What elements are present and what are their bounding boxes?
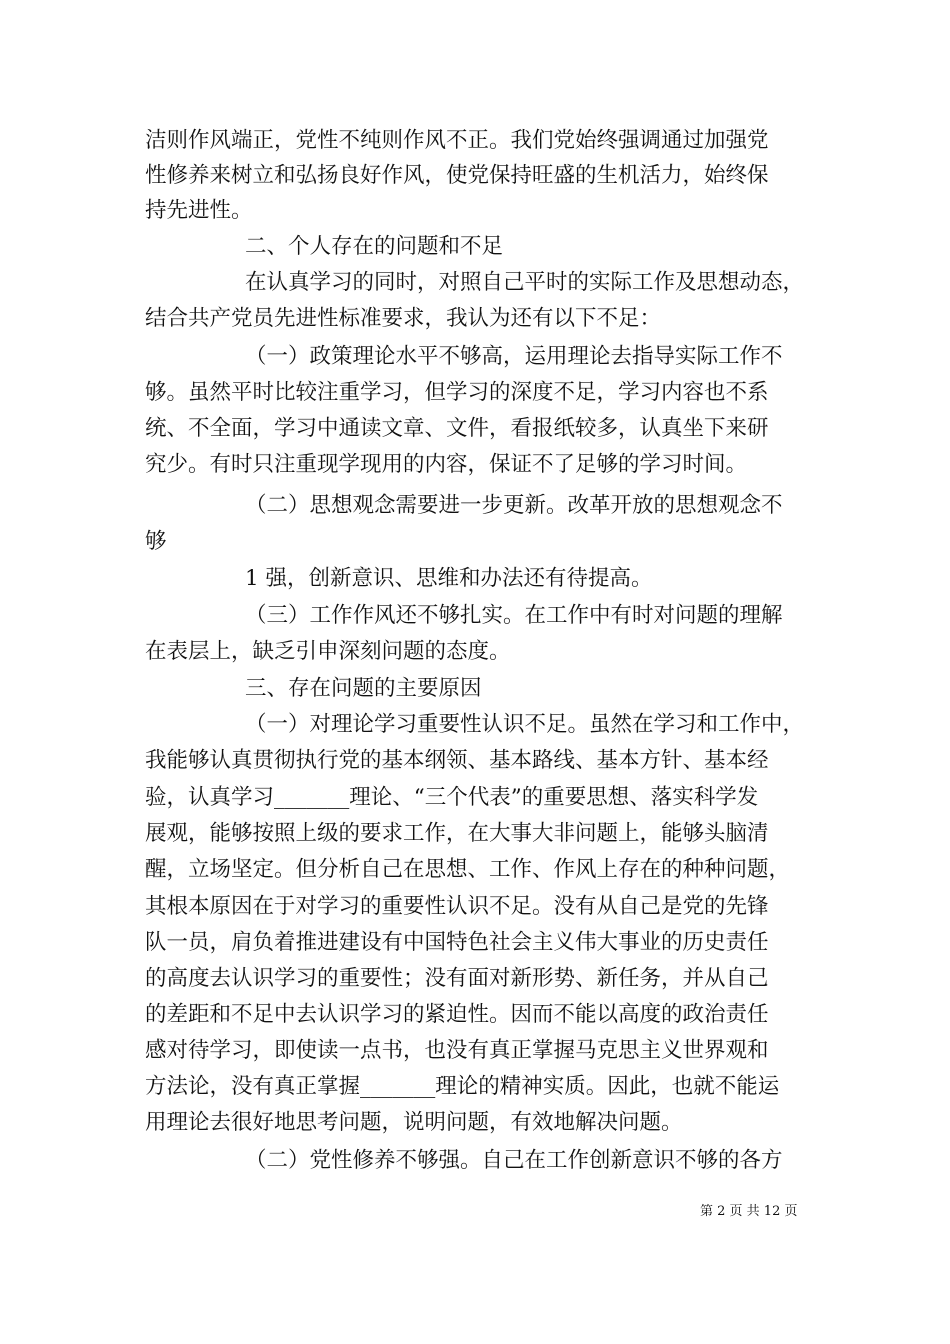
text-line-15: 在表层上，缺乏引申深刻问题的态度。	[145, 639, 511, 664]
page-number-footer: 第 2 页 共 12 页	[700, 1204, 798, 1219]
text-line-1: 洁则作风端正，党性不纯则作风不正。我们党始终强调通过加强党	[145, 128, 769, 153]
text-line-6: 结合共产党员先进性标准要求，我认为还有以下不足：	[145, 306, 662, 331]
text-line-22: 其根本原因在于对学习的重要性认识不足。没有从自己是党的先锋	[145, 894, 769, 919]
text-line-11: （二）思想观念需要进一步更新。改革开放的思想观念不	[245, 493, 783, 518]
text-line-7: （一）政策理论水平不够高，运用理论去指导实际工作不	[245, 344, 783, 369]
text-line-29: （二）党性修养不够强。自己在工作创新意识不够的各方	[245, 1148, 783, 1173]
section-heading-3: 三、存在问题的主要原因	[245, 676, 482, 701]
text-line-8: 够。虽然平时比较注重学习，但学习的深度不足，学习内容也不系	[145, 380, 769, 405]
text-line-13: 1 强，创新意识、思维和办法还有待提高。	[245, 566, 653, 591]
text-line-12: 够	[145, 529, 167, 554]
text-line-14: （三）工作作风还不够扎实。在工作中有时对问题的理解	[245, 603, 783, 628]
text-line-2: 性修养来树立和弘扬良好作风，使党保持旺盛的生机活力，始终保	[145, 163, 769, 188]
text-line-28: 用理论去很好地思考问题，说明问题，有效地解决问题。	[145, 1110, 683, 1135]
text-line-18: 我能够认真贯彻执行党的基本纲领、基本路线、基本方针、基本经	[145, 748, 769, 773]
text-line-25: 的差距和不足中去认识学习的紧迫性。因而不能以高度的政治责任	[145, 1002, 769, 1027]
text-line-24: 的高度去认识学习的重要性；没有面对新形势、新任务，并从自己	[145, 966, 769, 991]
text-line-26: 感对待学习，即使读一点书，也没有真正掌握马克思主义世界观和	[145, 1038, 769, 1063]
text-line-20: 展观，能够按照上级的要求工作，在大事大非问题上，能够头脑清	[145, 821, 769, 846]
text-line-10: 究少。有时只注重现学现用的内容，保证不了足够的学习时间。	[145, 452, 748, 477]
text-line-23: 队一员，肩负着推进建设有中国特色社会主义伟大事业的历史责任	[145, 930, 769, 955]
text-line-27: 方法论，没有真正掌握_______理论的精神实质。因此，也就不能运	[145, 1074, 780, 1099]
text-line-3: 持先进性。	[145, 198, 253, 223]
text-line-19: 验，认真学习_______理论、“三个代表”的重要思想、落实科学发	[145, 785, 759, 810]
section-heading-2: 二、个人存在的问题和不足	[245, 234, 504, 259]
text-line-9: 统、不全面，学习中通读文章、文件，看报纸较多，认真坐下来研	[145, 416, 769, 441]
text-line-5: 在认真学习的同时，对照自己平时的实际工作及思想动态，	[245, 270, 805, 295]
text-line-21: 醒，立场坚定。但分析自己在思想、工作、作风上存在的种种问题，	[145, 857, 791, 882]
text-line-17: （一）对理论学习重要性认识不足。虽然在学习和工作中，	[245, 712, 805, 737]
